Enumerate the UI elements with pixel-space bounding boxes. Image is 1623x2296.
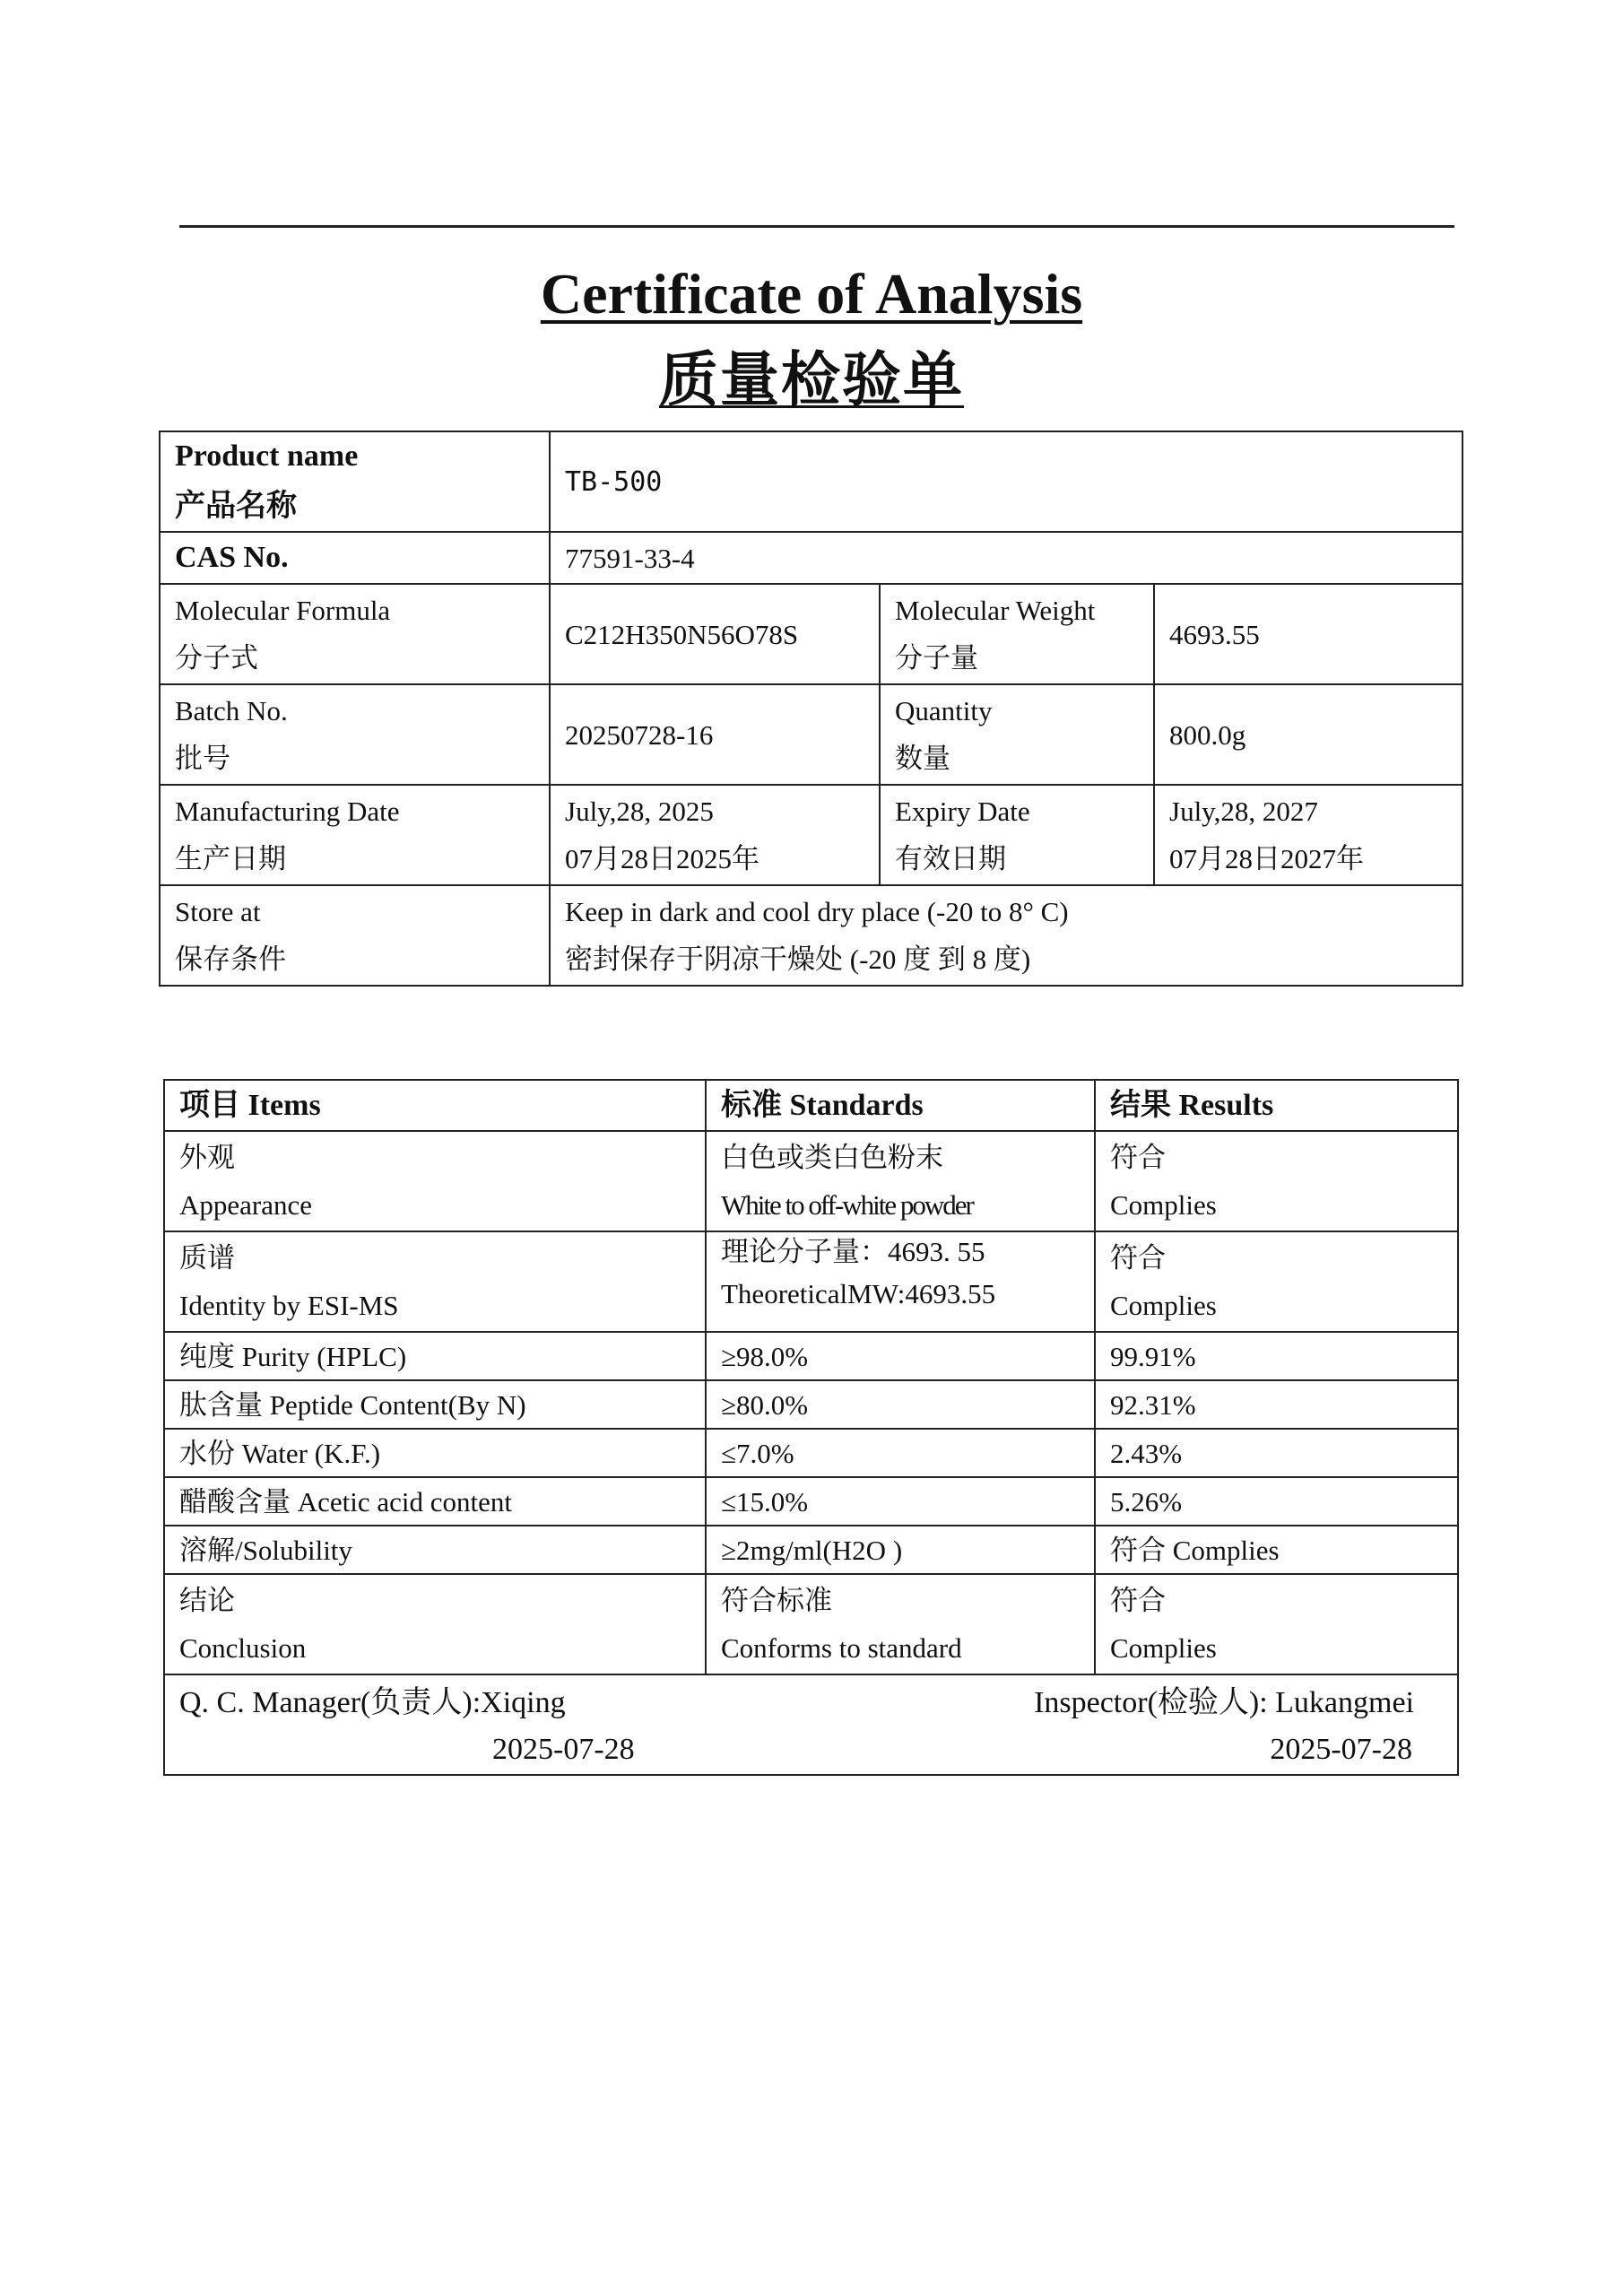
label-cn: 保存条件 (175, 944, 286, 975)
value-en: Keep in dark and cool dry place (-20 to 8° C) (565, 896, 1069, 927)
document-title-cn (0, 348, 1623, 413)
store-at-label (160, 885, 550, 986)
standard-cell (706, 1231, 1095, 1332)
item-cn: 结论 (179, 1585, 235, 1616)
molecular-formula-label (160, 584, 550, 684)
row-product-name (160, 431, 1462, 532)
table-row-conclusion (164, 1574, 1458, 1674)
label-cn: 数量 (895, 743, 950, 774)
result-cn: 符合 (1110, 1585, 1166, 1616)
item-cn: 外观 (179, 1142, 235, 1173)
item: 溶解/Solubility (179, 1534, 352, 1566)
table-row (164, 1477, 1458, 1526)
label-en: Batch No. (175, 695, 288, 726)
product-name-label (160, 431, 550, 532)
product-name-value (550, 431, 1462, 532)
table-row (164, 1429, 1458, 1477)
item-cell (164, 1429, 706, 1477)
label-cn: 生产日期 (175, 843, 286, 874)
label-cn: 有效日期 (895, 843, 1006, 874)
value: C212H350N56O78S (565, 618, 799, 650)
label: CAS No. (175, 541, 289, 574)
result-cell (1095, 1429, 1458, 1477)
result: 2.43% (1110, 1437, 1183, 1469)
header-rule (179, 225, 1454, 228)
expiry-date-label (880, 785, 1154, 885)
standard-cell (706, 1574, 1095, 1674)
item-cell (164, 1332, 706, 1380)
item: 醋酸含量 Acetic acid content (179, 1485, 513, 1518)
standard-en: Conforms to standard (721, 1632, 962, 1664)
item: 肽含量 Peptide Content(By N) (179, 1388, 526, 1421)
molecular-formula-value (550, 584, 880, 684)
table-row (164, 1380, 1458, 1429)
item: 纯度 Purity (HPLC) (179, 1340, 407, 1372)
header-standards (706, 1080, 1095, 1131)
header-text: 结果 Results (1110, 1088, 1274, 1122)
standard-cn: 符合标准 (721, 1585, 832, 1616)
result-cell (1095, 1231, 1458, 1332)
result-cell (1095, 1477, 1458, 1526)
standard: ≤15.0% (721, 1485, 809, 1518)
header-results (1095, 1080, 1458, 1131)
row-batch-quantity (160, 684, 1462, 785)
inspector-signature: Inspector(检验人): Lukangmei (1034, 1686, 1414, 1719)
manufacturing-date-value (550, 785, 880, 885)
result-en: Complies (1110, 1632, 1217, 1664)
label-en: Quantity (895, 695, 993, 726)
table-row (164, 1526, 1458, 1574)
item-cell (164, 1574, 706, 1674)
row-formula-weight (160, 584, 1462, 684)
standard: ≥98.0% (721, 1340, 809, 1372)
table-row (164, 1332, 1458, 1380)
result-en: Complies (1110, 1189, 1217, 1221)
item-cn: 质谱 (179, 1242, 235, 1274)
result-cell (1095, 1332, 1458, 1380)
value-cn: 07月28日2027年 (1169, 843, 1364, 874)
label-en: Molecular Formula (175, 595, 391, 626)
result-cell (1095, 1526, 1458, 1574)
test-results-table (163, 1079, 1459, 1776)
molecular-weight-value (1154, 584, 1462, 684)
item-cell (164, 1380, 706, 1429)
cas-no-value (550, 532, 1462, 584)
item-cell (164, 1477, 706, 1526)
quantity-label (880, 684, 1154, 785)
product-info-table (159, 430, 1463, 987)
signature-cell (164, 1674, 1458, 1775)
standard-en: White to off-white powder (721, 1189, 973, 1221)
result: 5.26% (1110, 1485, 1183, 1518)
result-cell (1095, 1574, 1458, 1674)
standard: ≥2mg/ml(H2O ) (721, 1534, 903, 1566)
value: 20250728-16 (565, 718, 714, 751)
store-at-value (550, 885, 1462, 986)
standard-cell (706, 1131, 1095, 1231)
label-cn: 分子式 (175, 642, 258, 674)
standard-cell (706, 1332, 1095, 1380)
row-store-at (160, 885, 1462, 986)
value-cn: 07月28日2025年 (565, 843, 759, 874)
result-cn: 符合 (1110, 1142, 1166, 1173)
result-en: Complies (1110, 1290, 1217, 1321)
batch-no-value (550, 684, 880, 785)
label-en: Expiry Date (895, 796, 1030, 827)
row-cas-no (160, 532, 1462, 584)
header-items (164, 1080, 706, 1131)
inspector-date: 2025-07-28 (1270, 1733, 1412, 1766)
cas-no-label (160, 532, 550, 584)
value: TB-500 (565, 466, 663, 498)
qc-manager-signature: Q. C. Manager(负责人):Xiqing (179, 1686, 566, 1719)
item-cell (164, 1526, 706, 1574)
standard-cell (706, 1477, 1095, 1526)
header-text: 标准 Standards (721, 1088, 924, 1122)
value-en: July,28, 2027 (1169, 796, 1318, 827)
table-row (164, 1131, 1458, 1231)
label-en: Product name (175, 439, 359, 473)
batch-no-label (160, 684, 550, 785)
item: 水份 Water (K.F.) (179, 1437, 381, 1469)
value: 800.0g (1169, 718, 1246, 751)
value: 4693.55 (1169, 618, 1260, 650)
row-dates (160, 785, 1462, 885)
label-en: Molecular Weight (895, 595, 1096, 626)
result: 92.31% (1110, 1388, 1196, 1421)
value-cn: 密封保存于阴凉干燥处 (-20 度 到 8 度) (565, 944, 1031, 975)
value-en: July,28, 2025 (565, 796, 714, 827)
value: 77591-33-4 (565, 542, 695, 574)
standard-cn: 白色或类白色粉末 (721, 1142, 943, 1173)
result-cn: 符合 (1110, 1242, 1166, 1274)
manufacturing-date-label (160, 785, 550, 885)
standard-cell (706, 1380, 1095, 1429)
document-title (0, 262, 1623, 326)
table-row (164, 1231, 1458, 1332)
item-en: Appearance (179, 1189, 313, 1221)
table-header-row (164, 1080, 1458, 1131)
label-cn: 批号 (175, 743, 230, 774)
item-en: Identity by ESI-MS (179, 1290, 399, 1321)
result-cell (1095, 1131, 1458, 1231)
title-en: Certificate of Analysis (540, 262, 1083, 326)
expiry-date-value (1154, 785, 1462, 885)
header-text: 项目 Items (179, 1088, 321, 1122)
standard-cn: 理论分子量：4693. 55 (721, 1236, 985, 1267)
standard: ≤7.0% (721, 1437, 794, 1469)
item-en: Conclusion (179, 1632, 307, 1664)
result: 符合 Complies (1110, 1534, 1280, 1566)
qc-manager-date: 2025-07-28 (492, 1733, 635, 1766)
molecular-weight-label (880, 584, 1154, 684)
standard-cell (706, 1429, 1095, 1477)
result-cell (1095, 1380, 1458, 1429)
item-cell (164, 1231, 706, 1332)
label-en: Store at (175, 896, 261, 927)
title-cn: 质量检验单 (659, 348, 964, 413)
quantity-value (1154, 684, 1462, 785)
standard: ≥80.0% (721, 1388, 809, 1421)
label-cn: 产品名称 (175, 490, 297, 523)
standard-en: TheoreticalMW:4693.55 (721, 1278, 996, 1309)
result: 99.91% (1110, 1340, 1196, 1372)
standard-cell (706, 1526, 1095, 1574)
signature-row (164, 1674, 1458, 1775)
label-cn: 分子量 (895, 642, 978, 674)
item-cell (164, 1131, 706, 1231)
label-en: Manufacturing Date (175, 796, 400, 827)
